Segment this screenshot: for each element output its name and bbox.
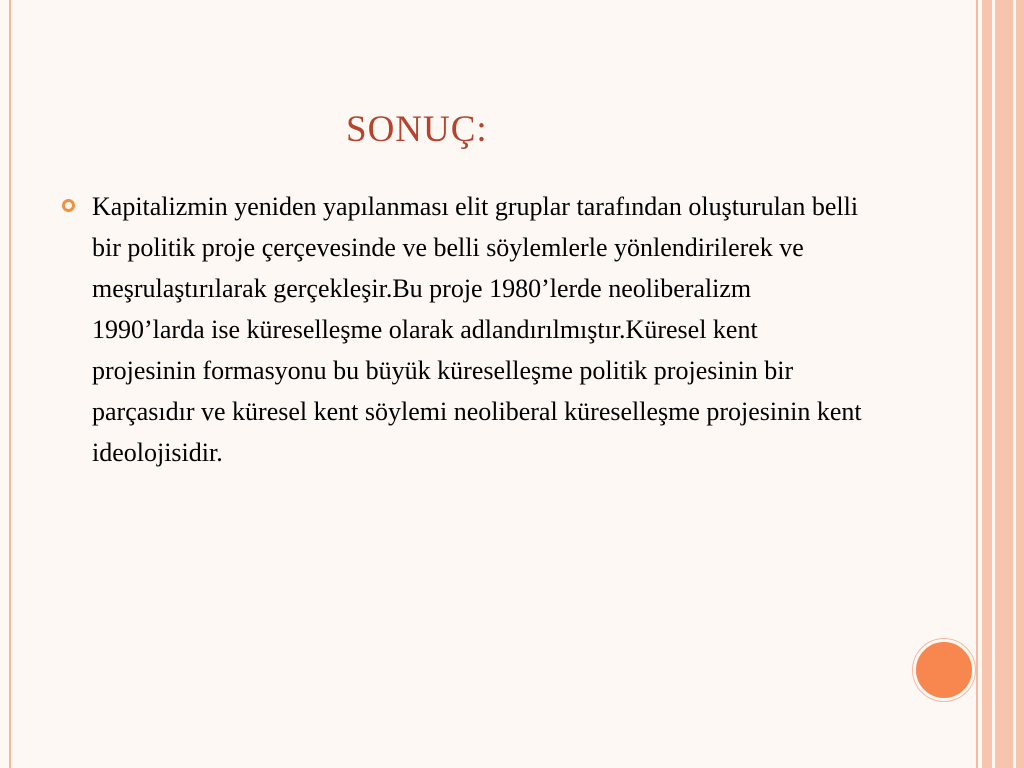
stripe [995,0,1013,768]
bullet-text: Kapitalizmin yeniden yapılanması elit gruplar tarafından oluşturulan belli bir politik proje çerçevesinde ve belli söylemlerle yönlendirilerek ve meşrulaştırılarak gerçekleşir.Bu proje 1980’lerde neoliberalizm 1990’larda ise küreselleşme olarak adlandırılmıştır.Küresel kent projesinin formasyonu bu büyük küreselleşme politik projesinin bir parçasıdır ve küresel kent söylemi neoliberal küreselleşme projesinin kent ideolojisidir. [92,192,862,467]
stripe [1016,0,1024,768]
right-decorative-stripes [976,0,1024,768]
stripe [982,0,992,768]
circle-decoration-icon [913,639,975,701]
slide-title: SONUÇ: [346,109,488,150]
bullet-ring-icon [62,199,75,212]
left-border-line [9,0,11,768]
bullet-item [62,186,862,473]
